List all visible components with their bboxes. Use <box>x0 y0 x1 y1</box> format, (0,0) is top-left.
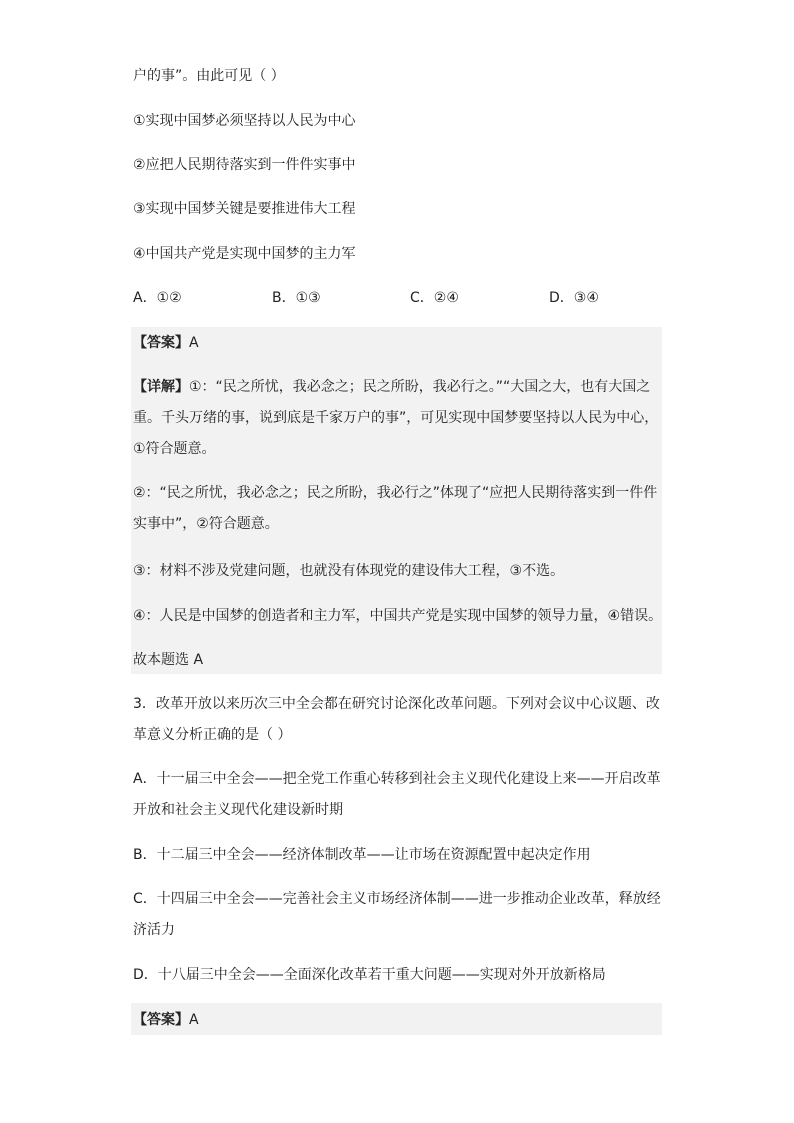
option-a: A．①② <box>133 290 182 306</box>
answer-line <box>133 333 199 353</box>
question-3-answer-block <box>131 1003 662 1035</box>
detail-paragraph-3: ③：材料不涉及党建问题，也就没有体现党的建设伟大工程，③不选。 <box>133 563 565 579</box>
conclusion-line: 故本题选 A <box>133 652 204 668</box>
option-b: B．①③ <box>272 290 321 306</box>
option-d: D．③④ <box>549 290 599 306</box>
question-stem-tail: 户的事”。由此可见（ ） <box>133 68 285 84</box>
question-3-option-a: A．十一届三中全会——把全党工作重心转移到社会主义现代化建设上来——开启改革开放和社会主义现代化建设新时期 <box>133 771 661 818</box>
question-3-answer-line <box>133 1010 199 1030</box>
answer-value: A <box>189 335 199 351</box>
detail-paragraph-2: ②：“民之所忧，我必念之；民之所盼，我必行之”体现了“应把人民期待落实到一件件实事中”，②符合题意。 <box>133 485 658 532</box>
answer-label: 【答案】 <box>133 335 189 351</box>
detail-paragraph-1 <box>133 372 661 465</box>
question-3-option-b: B．十二届三中全会——经济体制改革——让市场在资源配置中起决定作用 <box>133 847 591 863</box>
statement-4: ④中国共产党是实现中国梦的主力军 <box>133 246 356 262</box>
detail-label: 【详解】 <box>133 379 189 395</box>
question-3-stem: 3．改革开放以来历次三中全会都在研究讨论深化改革问题。下列对会议中心议题、改革意义分析正确的是（ ） <box>133 696 660 743</box>
detail-paragraph-4: ④：人民是中国梦的创造者和主力军，中国共产党是实现中国梦的领导力量，④错误。 <box>133 608 663 624</box>
question-3-answer-value: A <box>189 1012 199 1028</box>
question-3-option-d: D．十八届三中全会——全面深化改革若干重大问题——实现对外开放新格局 <box>133 967 606 983</box>
statement-3: ③实现中国梦关键是要推进伟大工程 <box>133 201 356 217</box>
detail-text-1: ①：“民之所忧，我必念之；民之所盼，我必行之。”“大国之大，也有大国之重。千头万绪的事，说到底是千家万户的事”，可见实现中国梦要坚持以人民为中心，①符合题意。 <box>133 379 659 457</box>
statement-1: ①实现中国梦必须坚持以人民为中心 <box>133 113 356 129</box>
question-3-option-c: C．十四届三中全会——完善社会主义市场经济体制——进一步推动企业改革，释放经济活力 <box>133 891 661 938</box>
statement-2: ②应把人民期待落实到一件件实事中 <box>133 157 356 173</box>
question-3-answer-label: 【答案】 <box>133 1012 189 1028</box>
option-c: C．②④ <box>410 290 459 306</box>
